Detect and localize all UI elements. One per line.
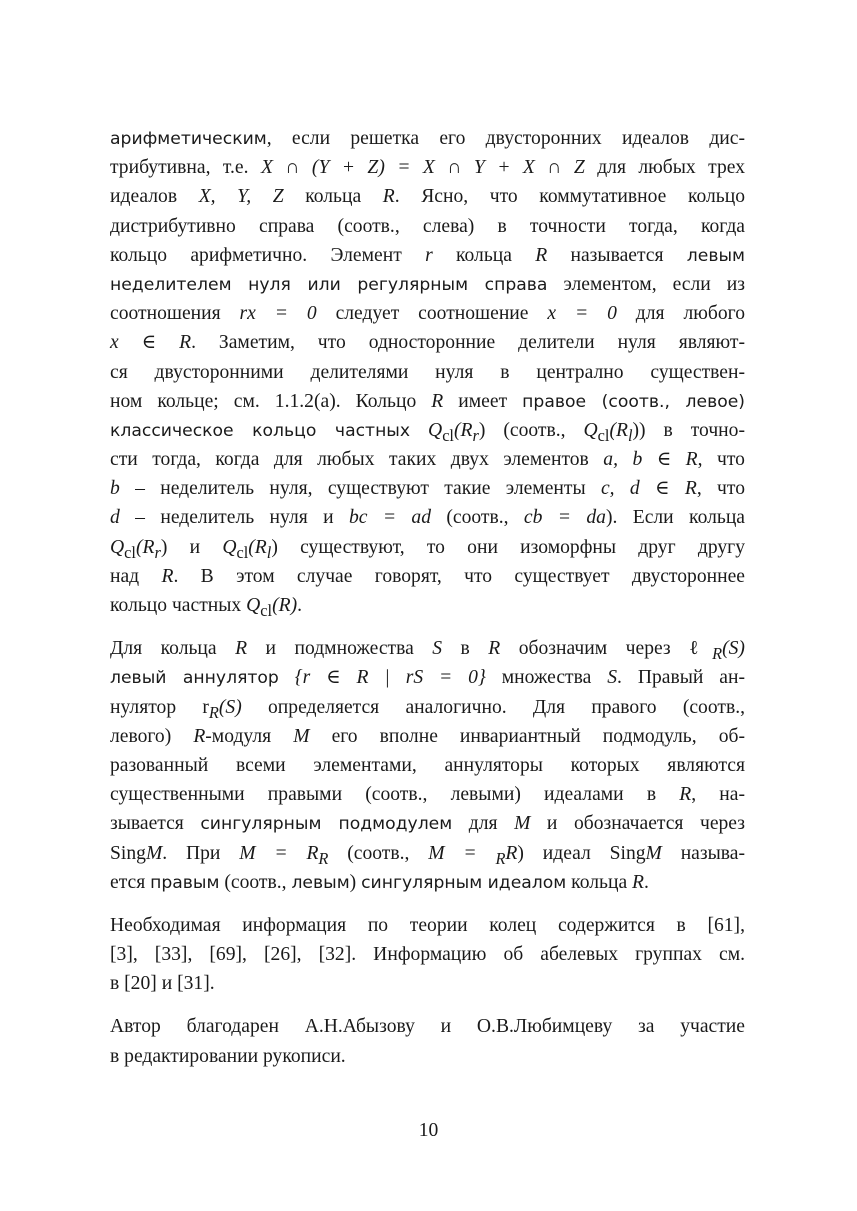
text-line: существенными правыми (соотв., левыми) идеалами в R, на- — [110, 784, 745, 806]
paragraph-2 — [110, 634, 745, 897]
text-line: ется правым (соотв., левым) сингулярным идеалом кольца R. — [110, 871, 649, 893]
text-line: неделителем нуля или регулярным справа элементом, если из — [110, 273, 746, 295]
text-line: левого) R-модуля M его вполне инвариантный подмодуль, об- — [110, 725, 745, 747]
text-line: идеалов X, Y, Z кольца R. Ясно, что коммутативное кольцо — [110, 186, 745, 208]
paragraph-3 — [110, 911, 745, 999]
text-line: d – неделитель нуля и bc = ad (соотв., cb = da). Если кольца — [110, 507, 745, 529]
term-non-zero-divisor: неделителем нуля или регулярным справа — [110, 274, 548, 295]
term-left-2: левым — [291, 872, 350, 893]
paragraph-gap — [110, 897, 745, 911]
term-left: левым — [686, 245, 745, 266]
text-line: зывается сингулярным подмодулем для M и обозначается через — [110, 813, 745, 835]
paragraph-gap — [110, 998, 745, 1012]
text-line: разованный всеми элементами, аннуляторы которых являются — [110, 754, 745, 776]
text-line: SingM. При $M = R_R$ (соотв., M = $_R$R) идеал SingM называ- — [110, 842, 746, 868]
paragraph-4 — [110, 1012, 745, 1070]
text-line: левый аннулятор {r ∈ R | rS = 0} множества S. Правый ан- — [110, 667, 745, 689]
term-right: правым — [150, 872, 220, 893]
paragraph-1 — [110, 124, 745, 620]
text-line: Автор благодарен А.Н.Абызову и О.В.Любимцеву за участие — [110, 1016, 745, 1038]
text-line: в редактировании рукописи. — [110, 1045, 346, 1067]
text-line: дистрибутивно справа (соотв., слева) в точности тогда, когда — [110, 215, 745, 237]
text-line: x ∈ R. Заметим, что односторонние делители нуля являют- — [110, 332, 745, 354]
paragraph-gap — [110, 620, 745, 634]
text-line: ся двусторонними делителями нуля в централно существен- — [110, 361, 745, 383]
text-line: над R. В этом случае говорят, что существует двустороннее — [110, 565, 745, 587]
text-line: Для кольца R и подмножества S в R обозначим через ℓ$_R$(S) — [110, 638, 745, 664]
text-line: кольцо арифметично. Элемент r кольца R называется левым — [110, 244, 745, 266]
text-line: сти тогда, когда для любых таких двух элементов a, b ∈ R, что — [110, 449, 745, 471]
text-line: арифметическим, если решетка его двусторонних идеалов дис- — [110, 128, 745, 149]
term-singular-submodule: сингулярным подмодулем — [200, 814, 453, 835]
text-line: кольцо частных $Q_{cl}(R)$. — [110, 595, 303, 620]
text-line: [3], [33], [69], [26], [32]. Информацию об абелевых группах см. — [110, 944, 745, 966]
body-text — [110, 124, 745, 1071]
text-line: соотношения rx = 0 следует соотношение x = 0 для любого — [110, 303, 745, 325]
text-line: $Q_{cl}(R_r)$ и $Q_{cl}(R_l)$ существуют, то они изоморфны друг другу — [110, 536, 745, 562]
page-number: 10 — [418, 1120, 439, 1141]
term-classical-ring-of-quotients: классическое кольцо частных — [110, 420, 411, 441]
term-singular-ideal: сингулярным идеалом — [361, 872, 567, 893]
text-line: трибутивна, т.е. X ∩ (Y + Z) = X ∩ Y + X ∩ Z для любых трех — [110, 157, 745, 179]
term-arithmetic: арифметическим — [110, 129, 267, 149]
term-left-annihilator: левый аннулятор — [110, 668, 279, 689]
term-right-left: правое (соотв., левое) — [522, 391, 745, 412]
text-line: ном кольце; см. 1.1.2(a). Кольцо R имеет правое (соотв., левое) — [110, 390, 745, 412]
text-line: классическое кольцо частных $Q_{cl}(R_r)$ (соотв., $Q_{cl}(R_l)$) в точно- — [110, 419, 745, 445]
text-line: b – неделитель нуля, существуют такие элементы c, d ∈ R, что — [110, 478, 745, 500]
text-line: Необходимая информация по теории колец содержится в [61], — [110, 914, 745, 936]
text-line: нулятор $r_R(S)$ определяется аналогично. Для правого (соотв., — [110, 696, 745, 722]
text-line: в [20] и [31]. — [110, 973, 215, 995]
